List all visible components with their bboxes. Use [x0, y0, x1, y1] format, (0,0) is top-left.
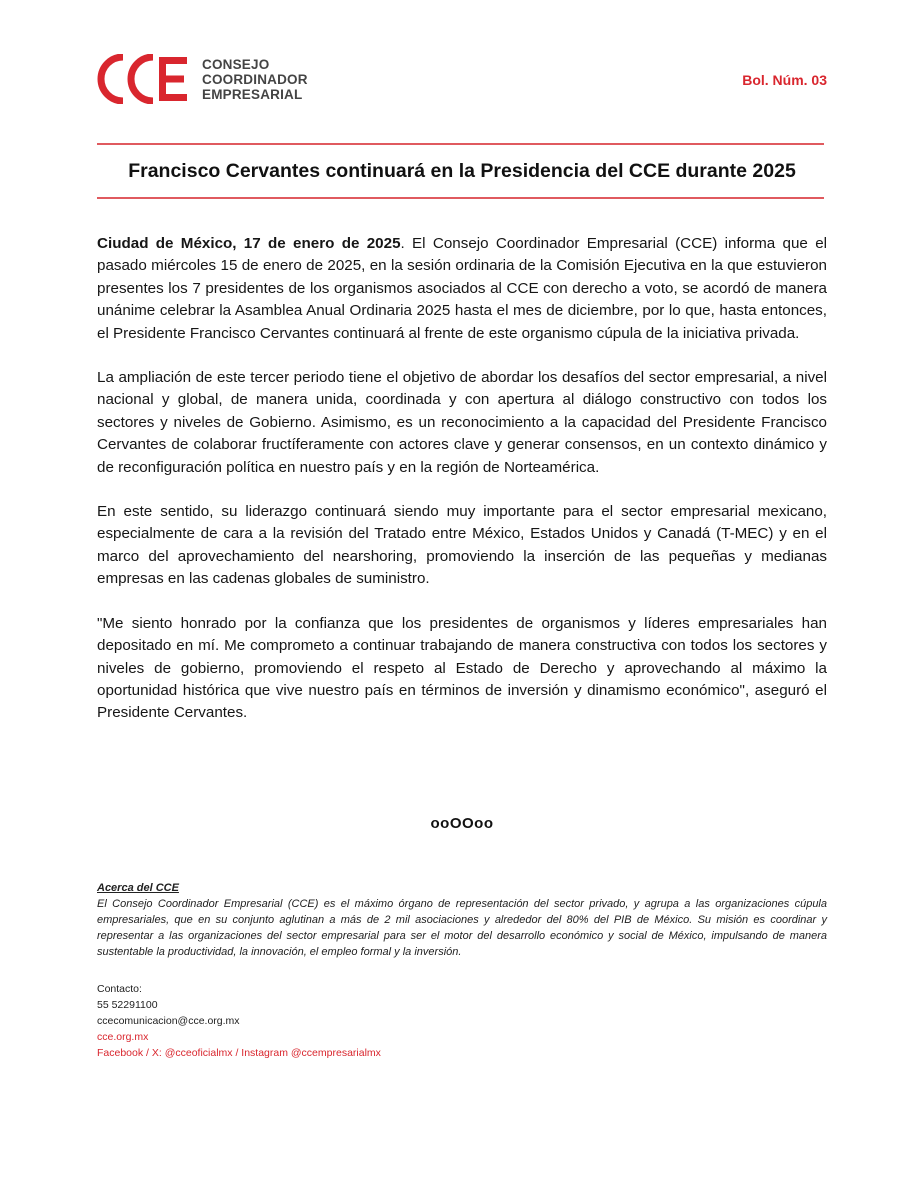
- bulletin-number: Bol. Núm. 03: [742, 72, 827, 88]
- page-title: Francisco Cervantes continuará en la Presidencia del CCE durante 2025: [128, 160, 796, 182]
- title-rule-bottom: [97, 197, 824, 199]
- paragraph-1-text: . El Consejo Coordinador Empresarial (CCE) informa que el pasado miércoles 15 de enero de 2025, en la sesión ordinaria de la Comisión Ejecutiva en la que estuvieron presentes los 7 presidentes de los organismos asociados al CCE con derecho a voto, se acordó de manera unánime celebrar la Asamblea Anual Ordinaria 2025 hasta el mes de diciembre, por lo que, hasta entonces, el Presidente Francisco Cervantes continuará al frente de este organismo cúpula de la iniciativa privada.: [97, 235, 828, 342]
- about-title: Acerca del CCE: [97, 882, 179, 894]
- press-release-body: [97, 233, 827, 747]
- dateline: Ciudad de México, 17 de enero de 2025: [97, 235, 401, 252]
- logo-line-3: EMPRESARIAL: [202, 87, 303, 102]
- end-separator: ooOOoo: [430, 815, 494, 832]
- page-header: [97, 50, 827, 110]
- paragraph-3: En este sentido, su liderazgo continuará siendo muy importante para el sector empresarial mexicano, especialmente de cara a la revisión del Tratado entre México, Estados Unidos y Canadá (T-MEC) y en el marco del aprovechamiento del nearshoring, promoviendo la inserción de las pequeñas y medianas empresas en las cadenas globales de suministro.: [97, 503, 827, 588]
- paragraph-1: [97, 233, 827, 345]
- contact-email[interactable]: ccecomunicacion@cce.org.mx: [97, 1015, 240, 1027]
- contact-social-links[interactable]: Facebook / X: @cceoficialmx / Instagram @ccempresarialmx: [97, 1047, 381, 1059]
- logo-line-2: COORDINADOR: [202, 72, 308, 87]
- about-text: El Consejo Coordinador Empresarial (CCE) es el máximo órgano de representación del sector privado, y agrupa a las organizaciones cúpula empresariales, que en su conjunto aglutinan a más de 2 mil asociaciones y alrededor del 80% del PIB de México. Su misión es coordinar y representar a las organizaciones del sector empresarial para ser el motor del desarrollo económico y social de México, impulsando de manera sustentable la productividad, la innovación, el empleo formal y la inversión.: [97, 898, 827, 958]
- contact-section: [97, 981, 597, 1061]
- paragraph-2: La ampliación de este tercer periodo tiene el objetivo de abordar los desafíos del sector empresarial, a nivel nacional y global, de manera unida, coordinada y con apertura al diálogo constructivo con todos los sectores y niveles de Gobierno. Asimismo, es un reconocimiento a la capacidad del Presidente Francisco Cervantes de colaborar fructíferamente con actores clave y generar consensos, en un contexto dinámico y de reconfiguración política en nuestro país y en la región de Norteamérica.: [97, 369, 827, 476]
- cce-logo: [97, 54, 308, 106]
- contact-label: Contacto:: [97, 983, 142, 995]
- contact-website-link[interactable]: cce.org.mx: [97, 1031, 149, 1043]
- paragraph-4-quote: "Me siento honrado por la confianza que los presidentes de organismos y líderes empresariales han depositado en mí. Me comprometo a continuar trabajando de manera constructiva con todos los sectores y niveles de gobierno, promoviendo el respeto al Estado de Derecho y aprovechando al máximo la oportunidad histórica que vive nuestro país en términos de inversión y dinamismo económico", aseguró el Presidente Cervantes.: [97, 614, 827, 722]
- cce-logo-mark: [97, 54, 191, 104]
- logo-wordmark: [202, 57, 308, 102]
- logo-line-1: CONSEJO: [202, 57, 270, 72]
- contact-phone: 55 52291100: [97, 999, 158, 1011]
- about-section: [97, 880, 827, 960]
- title-rule-top: [97, 143, 824, 145]
